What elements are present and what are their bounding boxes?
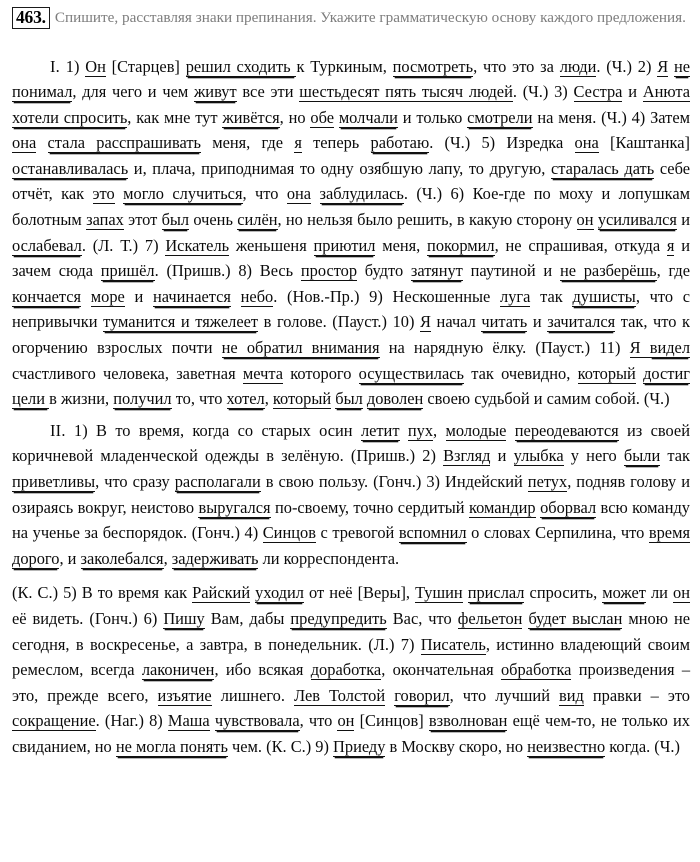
exercise-number-badge: 463. xyxy=(12,7,50,29)
part-two-continuation-text: (К. С.) 5) В то время как Райский уходил от неё [Веры], Тушин прислал спросить, может ли он её видеть. (Гонч.) 6) Пишу Вам, дабы предупредить Вас, что фельетон будет выслан мною не сегодня, в воскресенье, а завтра, в понедельник. (Л.) 7) Писатель, истинно владеющий своим ремеслом, всегда лаконичен, ибо всякая доработка, окончательная обработка произведения – это, прежде всего, изъятие лишнего. Лев Толстой говорил, что лучший вид правки – это сокращение. (Наг.) 8) Маша чувствовала, что он [Синцов] взволнован ещё чем-то, не только их свиданием, но не могла понять чем. (К. С.) 9) Приеду в Москву скоро, но неизвестно когда. (Ч.) xyxy=(12,583,691,756)
task-header xyxy=(0,0,700,31)
part-two-text: II. 1) В то время, когда со старых осин летит пух, молодые переодеваются из своей коричневой младенческой одежды в зелёную. (Пришв.) 2) Взгляд и улыбка у него были так приветливы, что сразу располагали в свою пользу. (Гонч.) 3) Индейский петух, подняв голову и озираясь вокруг, неистово выругался по-своему, точно сердитый командир оборвал всю команду на ученье за беспорядок. (Гонч.) 4) Синцов с тревогой вспомнил о словах Серпилина, что время дорого, и заколебался, задерживать ли корреспондента. xyxy=(12,420,691,568)
part-one-text: I. 1) Он [Старцев] решил сходить к Туркиным, посмотреть, что это за люди. (Ч.) 2) Я не понимал, для чего и чем живут все эти шестьдесят пять тысяч людей. (Ч.) 3) Сестра и Анюта хотели спросить, как мне тут живётся, но обе молчали и только смотрели на меня. (Ч.) 4) Затем она стала расспрашивать меня, где я теперь работаю. (Ч.) 5) Изредка она [Каштанка] останавливалась и, плача, приподнимая то одну озябшую лапу, то другую, старалась дать себе отчёт, как это могло случиться, что она заблудилась. (Ч.) 6) Кое-где по моху и лопушкам болотным запах этот был очень силён, но нельзя было решить, в какую сторону он усиливался и ослабевал. (Л. Т.) 7) Искатель женьшеня приютил меня, покормил, не спрашивая, откуда я и зачем сюда пришёл. (Пришв.) 8) Весь простор будто затянут паутиной и не разберёшь, где кончается море и начинается небо. (Нов.-Пр.) 9) Нескошенные луга так душисты, что с непривычки туманится и тяжелеет в голове. (Пауст.) 10) Я начал читать и зачитался так, что к огорчению взрослых почти не обратил внимания на нарядную ёлку. (Пауст.) 11) Я видел счастливого человека, заветная мечта которого осуществилась так очевидно, который достиг цели в жизни, получил то, что хотел, который был доволен своею судьбой и самим собой. (Ч.) xyxy=(12,56,691,409)
exercise-instruction: Спишите, расставляя знаки препинания. Укажите грамматическую основу каждого предложения. xyxy=(54,9,686,26)
